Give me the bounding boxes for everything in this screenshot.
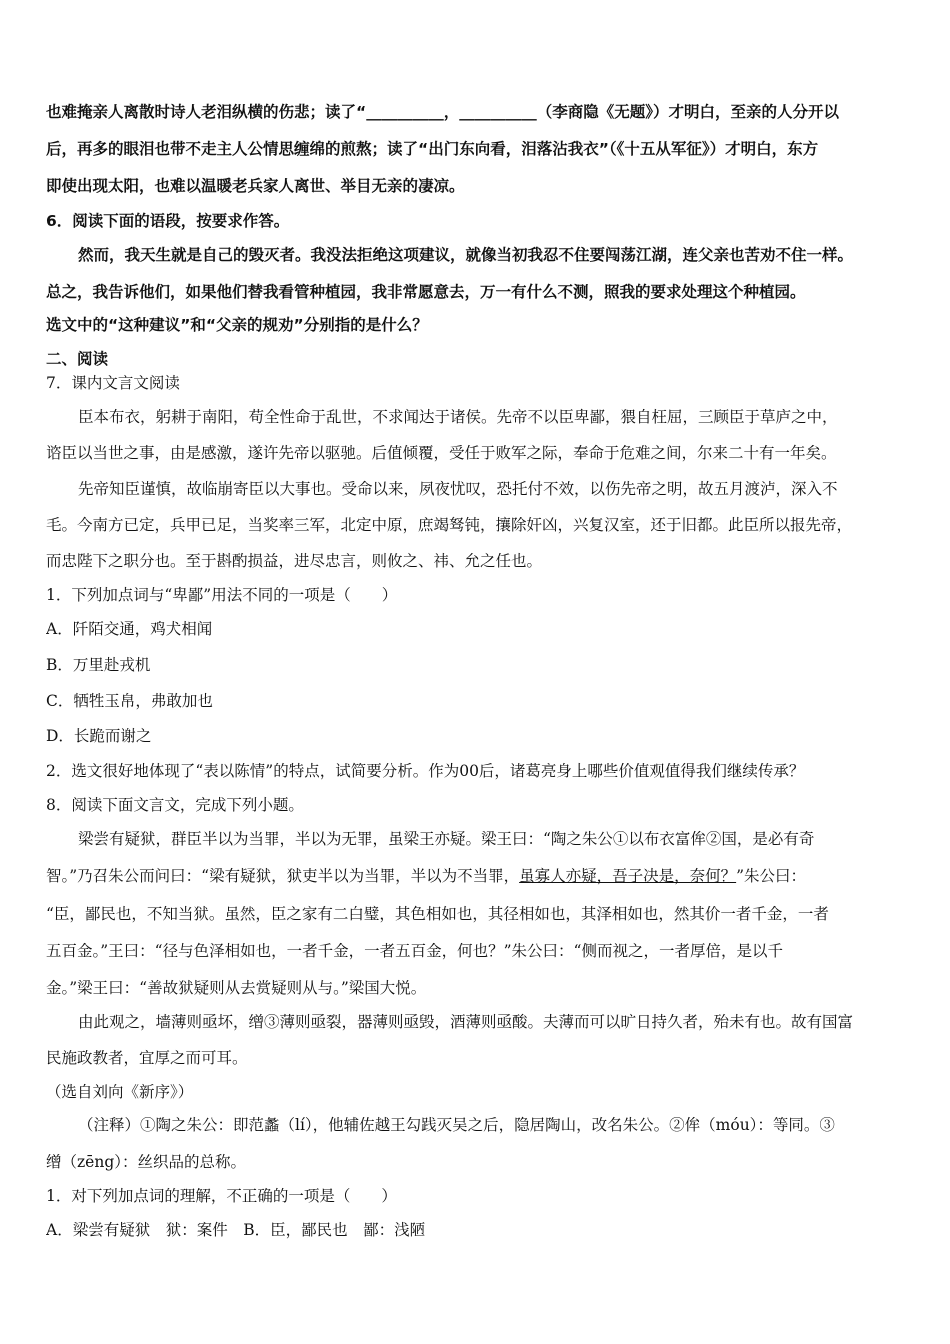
q7-passage-line: 臣本布衣，躬耕于南阳，苟全性命于乱世，不求闻达于诸侯。先帝不以臣卑鄙，猥自枉屈，三顾臣于草庐之中， [78,408,838,426]
q8-notes-line-1: （注释）①陶之朱公：即范蠡（lí），他辅佐越王勾践灭吴之后，隐居陶山，改名朱公。②侔（móu）：等同。③ [78,1116,835,1134]
q7-passage-line: 先帝知臣谨慎，故临崩寄臣以大事也。受命以来，夙夜忧叹，恐托付不效，以伤先帝之明，故五月渡泸，深入不 [78,480,838,498]
q7-passage-line: 谘臣以当世之事，由是感激，遂许先帝以驱驰。后值倾覆，受任于败军之际，奉命于危难之间，尔来二十有一年矣。 [46,444,837,462]
q7-option-a: A．阡陌交通，鸡犬相闻 [46,620,213,638]
q5-line-3: 即使出现太阳，也难以温暖老兵家人离世、举目无亲的凄凉。 [46,177,465,195]
q8-passage-line: 民施政教者，宜厚之而可耳。 [46,1049,248,1067]
q8-passage-line: 五百金。”王曰：“径与色泽相如也，一者千金，一者五百金，何也？”朱公曰：“侧而视之，一者厚倍，是以千 [46,942,783,960]
q5-line-2: 后，再多的眼泪也带不走主人公情思缠绵的煎熬；读了“出门东向看，泪落沾我衣”（《十五从军征》）才明白，东方 [46,140,819,158]
q6-passage-line-2: 总之，我告诉他们，如果他们替我看管种植园，我非常愿意去，万一有什么不测，照我的要求处理这个种植园。 [46,282,806,301]
q7-sub-question-2: 2．选文很好地体现了“表以陈情”的特点，试简要分析。作为00后，诸葛亮身上哪些价值观值得我们继续传承？ [46,762,805,780]
q7-option-b: B．万里赴戎机 [46,656,151,674]
q8-sub-question-1: 1．对下列加点词的理解，不正确的一项是（ ） [46,1187,397,1205]
q7-heading: 7．课内文言文阅读 [46,374,180,392]
q8-passage-text: 智。”乃召朱公而问曰：“梁有疑狱，狱吏半以为当罪，半以为不当罪， [46,867,520,885]
q7-passage-line: 而忠陛下之职分也。至于斟酌损益，进尽忠言，则攸之、祎、允之任也。 [46,552,543,570]
q7-option-c: C．牺牲玉帛，弗敢加也 [46,692,213,710]
q7-passage-line: 毛。今南方已定，兵甲已足，当奖率三军，北定中原，庶竭驽钝，攘除奸凶，兴复汉室，还于旧都。此臣所以报先帝， [46,516,853,534]
q7-option-d: D．长跪而谢之 [46,727,152,745]
q6-passage-line-1: 然而，我天生就是自己的毁灭者。我没法拒绝这项建议，就像当初我忍不住要闯荡江湖，连父亲也苦劝不住一样。 [78,245,854,264]
q6-question: 选文中的“这种建议”和“父亲的规劝”分别指的是什么？ [46,316,428,334]
q7-sub-question-1: 1．下列加点词与“卑鄙”用法不同的一项是（ ） [46,586,398,604]
q8-underlined-sentence: 虽寡人亦疑，吾子决是，奈何？ [519,867,737,885]
q8-options-ab: A．梁尝有疑狱 狱：案件 B．臣，鄙民也 鄙：浅陋 [46,1221,426,1239]
q8-passage-line: 由此观之，墙薄则亟坏，缯③薄则亟裂，器薄则亟毁，酒薄则亟酸。夫薄而可以旷日持久者，殆未有也。故有国富 [78,1013,854,1031]
q8-passage-line: “臣，鄙民也，不知当狱。虽然，臣之家有二白璧，其色相如也，其径相如也，其泽相如也，然其价一者千金，一者 [46,905,829,923]
q8-passage-line: 金。”梁王曰：“善故狱疑则从去赏疑则从与。”梁国大悦。 [46,979,427,997]
q6-heading: 6．阅读下面的语段，按要求作答。 [46,212,290,230]
q8-notes-line-2: 缯（zēng）：丝织品的总称。 [46,1153,246,1171]
section-heading-reading: 二、阅读 [46,350,109,368]
q8-passage-line: 梁尝有疑狱，群臣半以为当罪，半以为无罪，虽梁王亦疑。梁王曰：“陶之朱公①以布衣富侔②国，是必有奇 [78,830,815,848]
q8-heading: 8．阅读下面文言文，完成下列小题。 [46,796,304,814]
q8-passage-text: ”朱公曰： [736,867,807,885]
q8-passage-line [46,865,908,887]
q5-line-1: 也难掩亲人离散时诗人老泪纵横的伤悲；读了“__________，__________（李商隐《无题》）才明白，至亲的人分开以 [46,103,839,121]
q8-source: （选自刘向《新序》） [46,1083,194,1101]
